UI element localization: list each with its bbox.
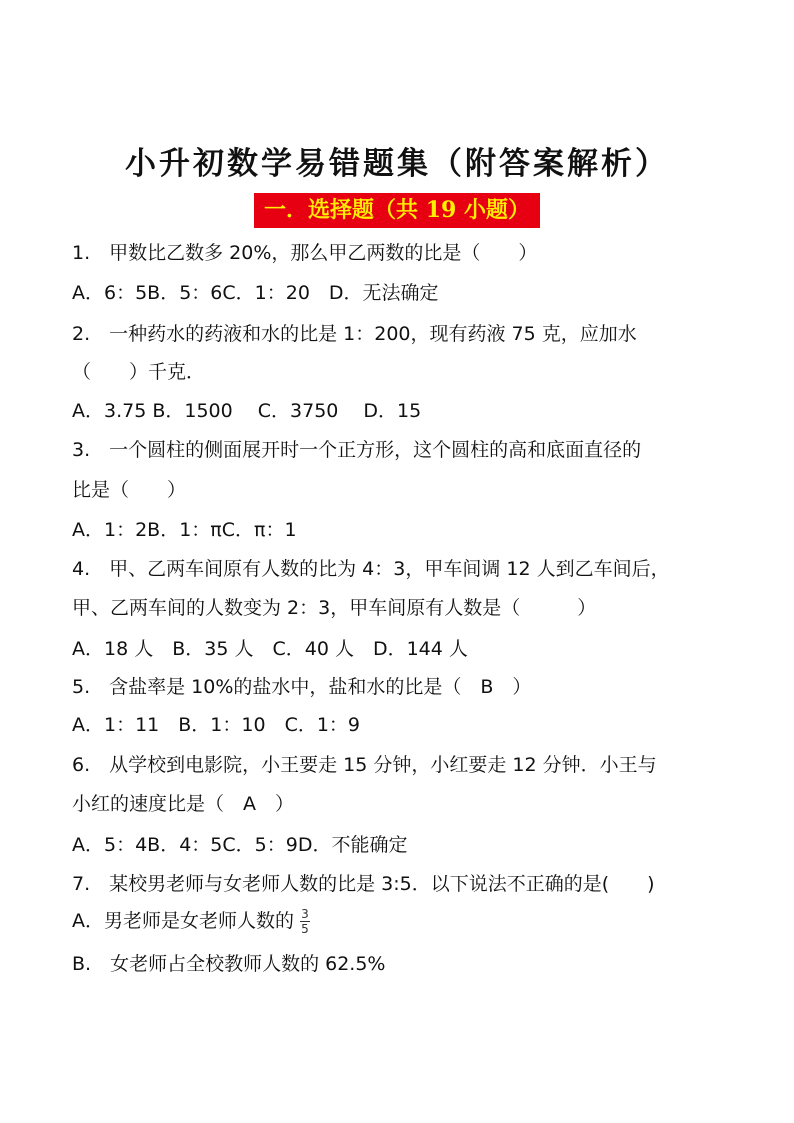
question-7-option-a (72, 908, 754, 935)
question-4-stem: 4. 甲、乙两车间原有人数的比为 4：3，甲车间调 12 人到乙车间后， (72, 558, 670, 580)
question-3-stem: 3. 一个圆柱的侧面展开时一个正方形，这个圆柱的高和底面直径的 (72, 439, 642, 461)
question-6-stem: 6. 从学校到电影院，小王要走 15 分钟，小红要走 12 分钟．小王与 (72, 754, 657, 776)
question-5-stem: 5. 含盐率是 10%的盐水中，盐和水的比是（ B ） (72, 676, 532, 698)
question-1-options: A．6：5B．5：6C．1：20 D．无法确定 (72, 282, 439, 304)
question-3-options: A．1：2B．1：πC．π：1 (72, 519, 297, 541)
question-6-stem-cont: 小红的速度比是（ A ） (72, 793, 294, 815)
section-header (0, 193, 794, 228)
question-2-options: A．3.75 B．1500 C．3750 D．15 (72, 400, 422, 422)
question-4-options: A．18 人 B．35 人 C．40 人 D．144 人 (72, 638, 468, 660)
fraction-numerator: 3 (301, 907, 309, 921)
question-3-stem-cont: 比是（ ） (72, 479, 187, 501)
question-5-options: A．1：11 B．1：10 C．1：9 (72, 714, 361, 736)
fraction (300, 908, 310, 935)
question-2-stem: 2. 一种药水的药液和水的比是 1：200，现有药液 75 克，应加水 (72, 323, 637, 345)
question-2-stem-cont: （ ）千克． (72, 361, 206, 383)
question-7-stem: 7. 某校男老师与女老师人数的比是 3:5．以下说法不正确的是( ) (72, 873, 655, 895)
question-4-stem-cont: 甲、乙两车间的人数变为 2：3，甲车间原有人数是（ ） (72, 597, 597, 619)
question-6-options: A．5：4B．4：5C．5：9D．不能确定 (72, 834, 408, 856)
section-title: 一．选择题（共 19 小题） (254, 193, 540, 228)
fraction-denominator: 5 (301, 922, 309, 936)
question-1-stem: 1. 甲数比乙数多 20%，那么甲乙两数的比是（ ） (72, 242, 538, 264)
page-title: 小升初数学易错题集（附答案解析） (125, 146, 669, 182)
question-7-option-b: B. 女老师占全校教师人数的 62.5% (72, 953, 386, 975)
question-7-option-a-text: A．男老师是女老师人数的 (72, 910, 294, 932)
